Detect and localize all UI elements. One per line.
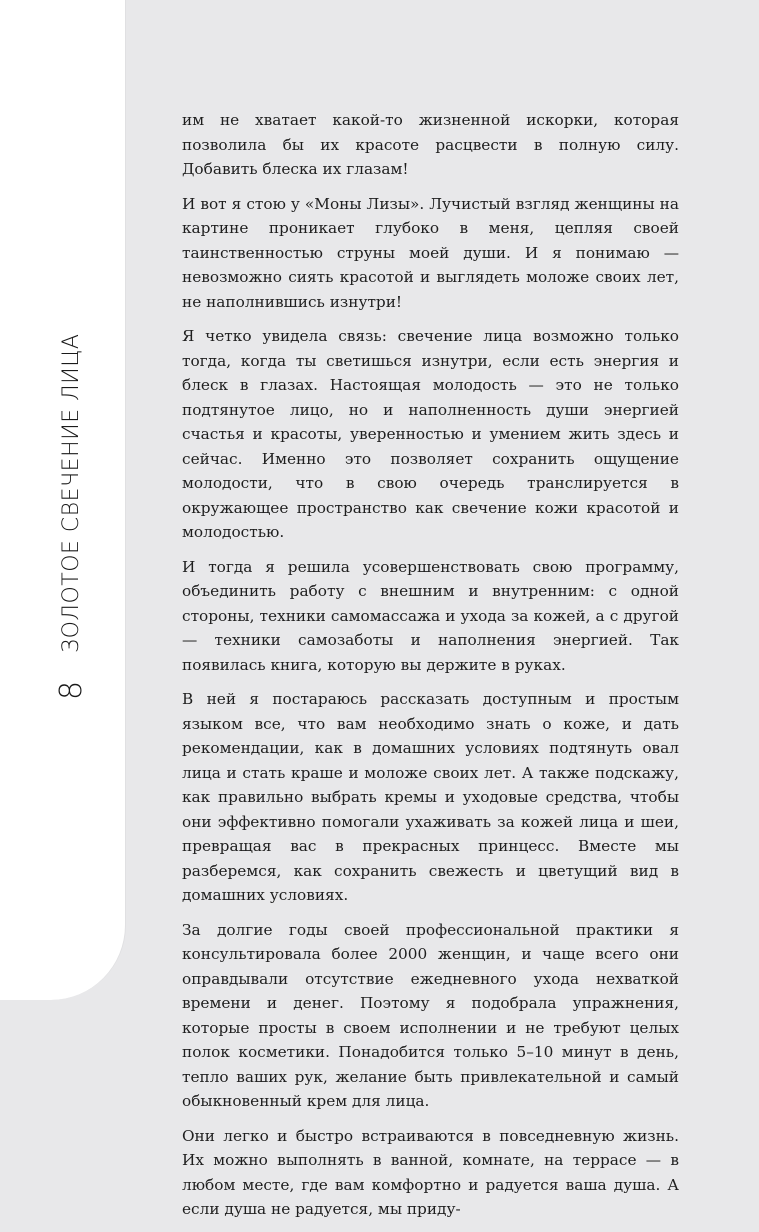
- running-head-title: ЗОЛОТОЕ СВЕЧЕНИЕ ЛИЦА: [58, 333, 84, 653]
- page-number: 8: [53, 680, 89, 700]
- paragraph: Они легко и быстро встраиваются в повседневную жизнь. Их можно выполнять в ванной, комнате, на террасе — в любом месте, где вам комфортно и радуется ваша душа. А если душа не радуется, мы приду-: [182, 1126, 679, 1218]
- paragraph: им не хватает какой-то жизненной искорки, которая позволила бы их красоте расцвести в полную силу. Добавить блеска их глазам!: [182, 111, 679, 178]
- body-text: [182, 108, 679, 1232]
- paragraph: Я четко увидела связь: свечение лица возможно только тогда, когда ты светишься изнутри, если есть энергия и блеск в глазах. Настоящая молодость — это не только подтянутое лицо, но и наполненность души энергией счастья и красоты, уверенностью и умением жить здесь и сейчас. Именно это позволяет сохранить ощущение молодости, что в свою очередь транслируется в окружающее пространство как свечение кожи красотой и молодостью.: [182, 327, 679, 541]
- paragraph: За долгие годы своей профессиональной практики я консультировала более 2000 женщин, и чаще всего они оправдывали отсутствие ежедневного ухода нехваткой времени и денег. Поэтому я подобрала упражнения, которые просты в своем исполнении и не требуют целых полок косметики. Понадобится только 5–10 минут в день, тепло ваших рук, желание быть привлекательной и самый обыкновенный крем для лица.: [182, 920, 679, 1110]
- paragraph: И вот я стою у «Моны Лизы». Лучистый взгляд женщины на картине проникает глубоко в меня, цепляя своей таинственностью струны моей души. И я понимаю — невозможно сиять красотой и выглядеть моложе своих лет, не наполнившись изнутри!: [182, 194, 679, 311]
- running-head: [53, 333, 89, 700]
- paragraph: И тогда я решила усовершенствовать свою программу, объединить работу с внешним и внутренним: с одной стороны, техники самомассажа и ухода за кожей, а с другой — техники самозаботы и наполнения энергией. Так появилась книга, которую вы держите в руках.: [182, 557, 679, 674]
- paragraph: В ней я постараюсь рассказать доступным и простым языком все, что вам необходимо знать о коже, и дать рекомендации, как в домашних условиях подтянуть овал лица и стать краше и моложе своих лет. А также подскажу, как правильно выбрать кремы и уходовые средства, чтобы они эффективно помогали ухаживать за кожей лица и шеи, превращая вас в прекрасных принцесс. Вместе мы разберемся, как сохранить свежесть и цветущий вид в домашних условиях.: [182, 690, 679, 904]
